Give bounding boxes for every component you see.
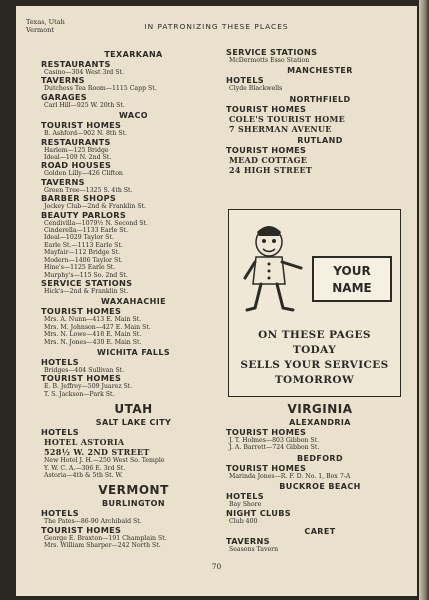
listing-entry: Modern—1406 Taylor St.	[44, 256, 123, 264]
category-heading: TOURIST HOMES	[41, 306, 122, 317]
listing-entry: Jockey Club—2nd & Franklin St.	[44, 203, 146, 211]
listing-entry: Golden Lilly—426 Clifton	[44, 170, 123, 178]
city-heading: WAXAHACHIE	[101, 297, 166, 307]
listing-entry: The Pates—86-90 Archibald St.	[44, 518, 142, 526]
listing-entry: Hick's—2nd & Franklin St.	[44, 287, 129, 295]
advertisement-box	[228, 209, 401, 397]
listing-entry: Clyde Blackwells	[229, 85, 283, 93]
listing-entry: Murphy's—115 So. 2nd St.	[44, 271, 128, 279]
city-heading: BUCKROE BEACH	[279, 482, 361, 492]
category-heading: TOURIST HOMES	[226, 427, 307, 437]
category-heading: TAVERNS	[41, 75, 85, 86]
state-heading: UTAH	[114, 402, 153, 417]
listing-entry: George E. Braxton—191 Champlain St.	[44, 534, 167, 542]
ad-slogan-line-1: ON THESE PAGES	[258, 329, 371, 341]
book-spine-edge	[419, 0, 429, 600]
sign-line-2: NAME	[332, 281, 372, 295]
category-heading: SERVICE STATIONS	[226, 47, 318, 57]
category-heading: TAVERNS	[41, 176, 85, 187]
category-heading: BARBER SHOPS	[41, 193, 117, 204]
category-heading: HOTELS	[41, 356, 79, 367]
featured-listing-name: COLE'S TOURIST HOME	[229, 113, 346, 124]
running-head-title: IN PATRONIZING THESE PLACES	[144, 22, 289, 31]
city-heading: SALT LAKE CITY	[95, 418, 172, 428]
right-column	[226, 48, 414, 175]
city-heading: TEXARKANA	[104, 50, 163, 59]
listing-entry: Y. W. C. A.—306 E. 3rd St.	[44, 464, 126, 472]
listing-entry: Seasons Tavern	[229, 546, 279, 554]
category-heading: HOTELS	[41, 508, 79, 519]
ad-slogan-line-4: TOMORROW	[274, 374, 355, 386]
category-heading: HOTELS	[226, 75, 264, 86]
category-heading: HOTELS	[226, 491, 264, 502]
listing-entry: Dutchess Tea Room—1115 Capp St.	[44, 85, 157, 93]
right-column-virginia	[226, 398, 414, 553]
listing-entry: Astoria—4th & 5th St. W.	[44, 471, 123, 479]
listing-entry: J. T. Holmes—803 Gibbon St.	[229, 437, 320, 444]
listing-entry: Cendivilla—1079½ N. Second St.	[44, 219, 148, 227]
category-heading: RESTAURANTS	[41, 59, 111, 69]
sign-line-1: YOUR	[333, 264, 371, 278]
category-heading: TOURIST HOMES	[226, 462, 307, 473]
book-page	[16, 6, 417, 596]
category-heading: GARAGES	[41, 91, 88, 102]
listing-entry: Mrs. N. Lowe—418 E. Main St.	[44, 331, 142, 339]
listing-entry: Hine's—1125 Earle St.	[44, 264, 116, 272]
category-heading: SERVICE STATIONS	[41, 277, 133, 288]
city-heading: WACO	[119, 111, 148, 121]
listing-entry: Mrs. N. Jones—430 E. Main St.	[44, 338, 142, 346]
category-heading: TOURIST HOMES	[41, 120, 122, 131]
ad-slogan	[229, 328, 400, 388]
listing-entry: J. A. Barrett—724 Gibbon St.	[229, 444, 320, 452]
city-heading: MANCHESTER	[287, 66, 353, 76]
page-number: 70	[211, 562, 222, 571]
your-name-sign	[312, 256, 392, 302]
city-heading: WICHITA FALLS	[96, 347, 171, 357]
bellhop-mascot-icon	[239, 222, 319, 314]
category-heading: HOTELS	[41, 427, 79, 438]
state-heading: VIRGINIA	[287, 402, 353, 416]
category-heading: ROAD HOUSES	[41, 160, 112, 171]
listing-entry: T. S. Jackson—Park St.	[44, 390, 115, 398]
listing-entry: Casino—304 West 3rd St.	[44, 69, 124, 76]
listing-entry: B. Ashford—902 N. 8th St.	[44, 130, 128, 138]
featured-listing-address: 528½ W. 2ND STREET	[44, 447, 150, 458]
category-heading: NIGHT CLUBS	[226, 507, 291, 518]
listing-entry: Mrs. A. Nunn—413 E. Main St.	[44, 316, 142, 324]
city-heading: ALEXANDRIA	[289, 418, 351, 427]
left-column	[41, 48, 226, 550]
city-heading: CARET	[304, 527, 336, 537]
category-heading: TOURIST HOMES	[41, 373, 122, 384]
listing-entry: Marinda Jones—R. F. D. No. 1, Box 7-A	[229, 472, 351, 480]
running-head-line-2: Vermont	[26, 25, 54, 34]
listing-entry: Ideal—109 N. 2nd St.	[44, 154, 112, 162]
listing-entry: McDermotts Esso Station	[229, 57, 310, 64]
running-head-line-1: Texas, Utah	[26, 18, 65, 26]
listing-entry: Carl Hill—925 W. 20th St.	[44, 101, 125, 109]
city-heading: BEDFORD	[296, 453, 344, 463]
listing-entry: Bay Shore	[229, 501, 262, 509]
listing-entry: Cinderella—1133 Earle St.	[44, 227, 128, 235]
listing-entry: Club 400	[229, 517, 258, 525]
listing-entry: Harlem—125 Bridge	[44, 146, 109, 154]
category-heading: TOURIST HOMES	[226, 144, 307, 155]
ad-slogan-line-3: SELLS YOUR SERVICES	[240, 359, 389, 371]
listing-entry: Bridges—404 Sullivan St.	[44, 366, 125, 374]
listing-entry: Mrs. M. Johnson—427 E. Main St.	[44, 323, 151, 331]
city-heading: BURLINGTON	[102, 499, 165, 509]
featured-listing-name: HOTEL ASTORIA	[44, 437, 125, 448]
category-heading: TOURIST HOMES	[41, 524, 122, 535]
category-heading: TAVERNS	[226, 536, 270, 547]
featured-listing-address: 24 HIGH STREET	[229, 164, 313, 175]
listing-entry: Mayfair—112 Bridge St.	[44, 249, 121, 257]
category-heading: BEAUTY PARLORS	[41, 209, 127, 220]
state-heading: VERMONT	[98, 483, 169, 498]
category-heading: TOURIST HOMES	[226, 103, 307, 114]
listing-entry: Green Tree—1325 S. 4th St.	[44, 186, 133, 194]
listing-entry: Mrs. William Sharper—242 North St.	[44, 542, 161, 550]
city-heading: NORTHFIELD	[289, 94, 351, 104]
listing-entry: E. B. Jeffrey—509 Juarez St.	[44, 383, 133, 391]
listing-entry: New Hotel J. H.—250 West So. Temple	[44, 457, 165, 465]
category-heading: RESTAURANTS	[41, 136, 111, 147]
featured-listing-address: 7 SHERMAN AVENUE	[229, 123, 332, 134]
listing-entry: Ideal—1029 Taylor St.	[44, 234, 114, 242]
listing-entry: Earle St.—1113 Earle St.	[44, 241, 123, 249]
ad-slogan-line-2: TODAY	[292, 344, 337, 356]
featured-listing-name: MEAD COTTAGE	[229, 154, 308, 165]
city-heading: RUTLAND	[297, 135, 343, 145]
